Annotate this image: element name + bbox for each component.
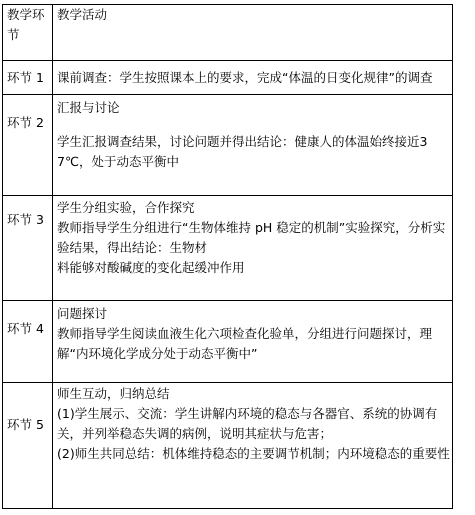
activity-line: 问题探讨 — [57, 306, 108, 321]
activity-cell — [53, 196, 453, 301]
table-row — [3, 95, 453, 196]
header-activity-cell — [53, 5, 453, 61]
stage-label: 环节 3 — [7, 212, 44, 227]
activity-line: 课前调查：学生按照课本上的要求，完成“体温的日变化规律”的调查 — [57, 69, 433, 85]
stage-cell — [3, 95, 53, 196]
activity-cell — [53, 301, 453, 383]
stage-cell — [3, 383, 53, 509]
stage-cell — [3, 61, 53, 95]
stage-label: 环节 2 — [7, 115, 44, 130]
stage-cell — [3, 196, 53, 301]
activity-line: 教师指导学生阅读血液生化六项检查化验单，分组进行问题探讨，理解“内环境化学成分处于动态平衡中” — [57, 326, 433, 361]
header-stage-label: 教学环节 — [7, 7, 45, 42]
activity-line: 料能够对酸碱度的变化起缓冲作用 — [57, 260, 245, 275]
activity-line: (2)师生共同总结：机体维持稳态的主要调节机制；内环境稳态的重要性 — [57, 446, 450, 461]
stage-label: 环节 4 — [7, 321, 44, 336]
activity-cell — [53, 383, 453, 509]
stage-label: 环节 1 — [7, 69, 44, 85]
activity-line: 师生互动，归纳总结 — [57, 386, 170, 401]
table-row — [3, 196, 453, 301]
header-stage-cell — [3, 5, 53, 61]
lesson-table — [2, 4, 453, 509]
table-row — [3, 301, 453, 383]
header-activity-label: 教学活动 — [57, 7, 108, 22]
activity-cell — [53, 61, 453, 95]
activity-line: (1)学生展示、交流：学生讲解内环境的稳态与各器官、系统的协调有关，并列举稳态失调的病例，说明其症状与危害； — [57, 406, 438, 441]
activity-line: 学生分组实验，合作探究 — [57, 200, 195, 215]
table-row — [3, 383, 453, 509]
activity-line: 教师指导学生分组进行“生物体维持 pH 稳定的机制”实验探究，分析实验结果，得出结论：生物材 — [57, 220, 446, 255]
stage-cell — [3, 301, 53, 383]
activity-title: 汇报与讨论 — [57, 100, 120, 115]
table-row — [3, 61, 453, 95]
stage-label: 环节 5 — [7, 417, 44, 432]
activity-cell — [53, 95, 453, 196]
activity-line: 学生汇报调查结果，讨论问题并得出结论：健康人的体温始终接近37℃，处于动态平衡中 — [57, 134, 428, 169]
header-row — [3, 5, 453, 61]
